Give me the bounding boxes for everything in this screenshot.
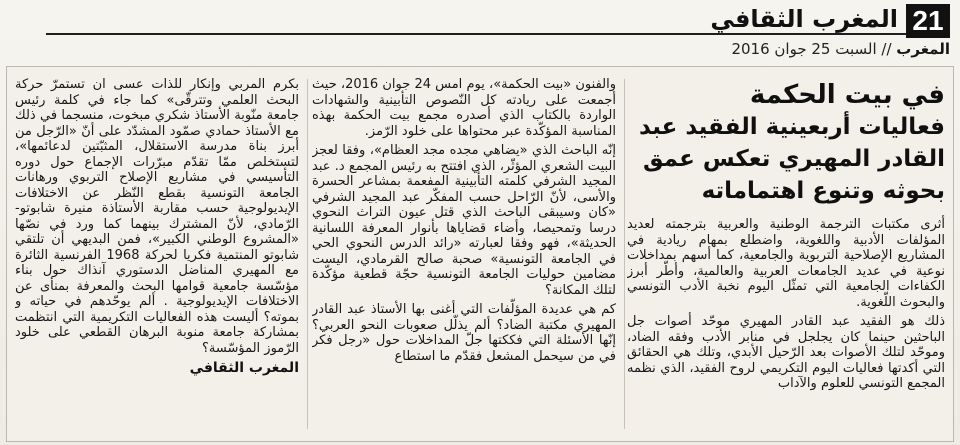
section-title: المغرب الثقافي: [710, 5, 898, 33]
column-divider: [624, 79, 625, 429]
dateline: [731, 39, 950, 59]
article-paragraph: ذلك هو الفقيد عبد القادر المهيري موحّد أصوات جل الباحثين حينما كان يجلجل في منابر الأدب وفقه الضاد، وموحّد لتلك الأصوات بعد الرّحيل الأبدي، وتلك هي الحقائق التي أكدتها فعاليات اليوم التكريمي لروح الفقيد، الذي نظمه المجمع التونسي للعلوم والآداب: [627, 314, 945, 391]
article-middle-column: [312, 77, 616, 433]
article-right-column: [627, 77, 945, 433]
article-left-column: [15, 77, 299, 433]
publication-date: السبت 25 جوان 2016: [731, 40, 877, 58]
article-paragraph: إنّه الباحث الذي «يضاهي مجده مجد العظام»، وفقا لعجز البيت الشعري المؤثّر، الذي افتتح به رئيس المجمع د. عبد المجيد الشرفي كلمته التأبينية المفعمة بمشاعر الحسرة والأسى، لأنّ الرّاحل حسب المفكّر عبد المجيد الشرفي «كان وسيبقى الباحث الذي قتل عيون التراث النحوي درسا وتمحيصا، وأضاء قضاياها بأنوار المعرفة اللسانية الحديثة»، فهو وفقا لعبارته «رائد الدرس النحوي الحي في الجامعة التونسية» صحبة صالح القرمادي، اليست مضامين حوليات الجامعة التونسية حجّة قطعية مؤكّدة لتلك المكانة؟: [312, 143, 616, 298]
headline-line-2: فعاليات أربعينية الفقيد عبد القادر المهيري تعكس عمق بحوثه وتنوع اهتماماته: [638, 114, 945, 204]
article-headline: [627, 79, 945, 207]
publication-name: المغرب: [896, 40, 950, 58]
article-paragraph: والفنون «بيت الحكمة»، يوم امس 24 جوان 2016، حيث أجمعت على ريادته كل النّصوص التأبينية والشهادات الواردة بالكتاب الذي أصدره مجمع بيت الحكمة بهذه المناسبة المؤكّدة عبر محتواها على خلود الرّمز.: [312, 77, 616, 139]
page-number: 21: [906, 4, 950, 38]
article-paragraph: بكرم المربي وإنكار للّذات عسى ان تستمرّ حركة البحث العلمي وتترقّى» كما جاء في كلمة رئيس جامعة منّوبة الأستاذ شكري مبخوت، منسجما في ذلك مع الأستاذ حمادي صمّود المشدّد على أنّ «الرّجل من أبرز بناة مدرسة الاستقلال، المثبّتين لدعائمها»، لتستخلص ممّا تقدّم مبرّرات الإجماع حول دوره التأسيسي في مشاريع الإصلاح التربوي ورهانات الجامعة التونسية بقطع النّظر عن الاختلافات الإيديولوجية حسب مقاربة الأستاذة منيرة شابوتو-الرّمادي، لأنّ المشترك بينهما كما ورد في نصّها «المشروع الوطني الكبير»، فمن البديهي أن تلتقي شابوتو المنتمية فكريا لحركة 1968 الفرنسية الثائرة مع المهيري المناضل الدستوري آنذاك حول بناء مؤسّسة جامعية قوامها البحث والمعرفة بمنأى عن الاختلافات الإيديولوجية . ألم يوحّدهم في حياته و بموته؟ أليست هذه الفعاليات التكريمية التي انتظمت بمشاركة جامعة منوبة البرهان القطعي على خلود الرّموز المؤسّسة؟: [15, 77, 299, 356]
column-divider: [307, 79, 308, 429]
page-header: [0, 0, 960, 64]
headline-line-1: في بيت الحكمة: [749, 80, 945, 110]
article-paragraph: أثرى مكتبات الترجمة الوطنية والعربية بترجمته لعديد المؤلفات الأدبية واللغوية، واضطلع بمهام ريادية في المشاريع الإصلاحية التربوية والجامعية، كما أسهم بمداخلات نوعية في عديد الجامعات العربية والعالمية، وأطّر أبرز الكفاءات الجامعية التي تمثّل اليوم نخبة الأدب التونسي والبحوث اللّغوية.: [627, 217, 945, 310]
header-rule: [46, 33, 906, 35]
article-container: [6, 66, 954, 442]
article-author: المغرب الثقافي: [189, 360, 299, 376]
article-paragraph: كم هي عديدة المؤلّفات التي أغنى بها الأستاذ عبد القادر المهيري مكتبة الضاد؟ ألم يذلّل صعوبات النحو العربي؟ إنّها الأسئلة التي فككتها جلّ المداخلات حول «رجل فكر في من سيحمل المشعل فقدّم ما استطاع: [312, 302, 616, 364]
dateline-separator: //: [876, 40, 897, 58]
